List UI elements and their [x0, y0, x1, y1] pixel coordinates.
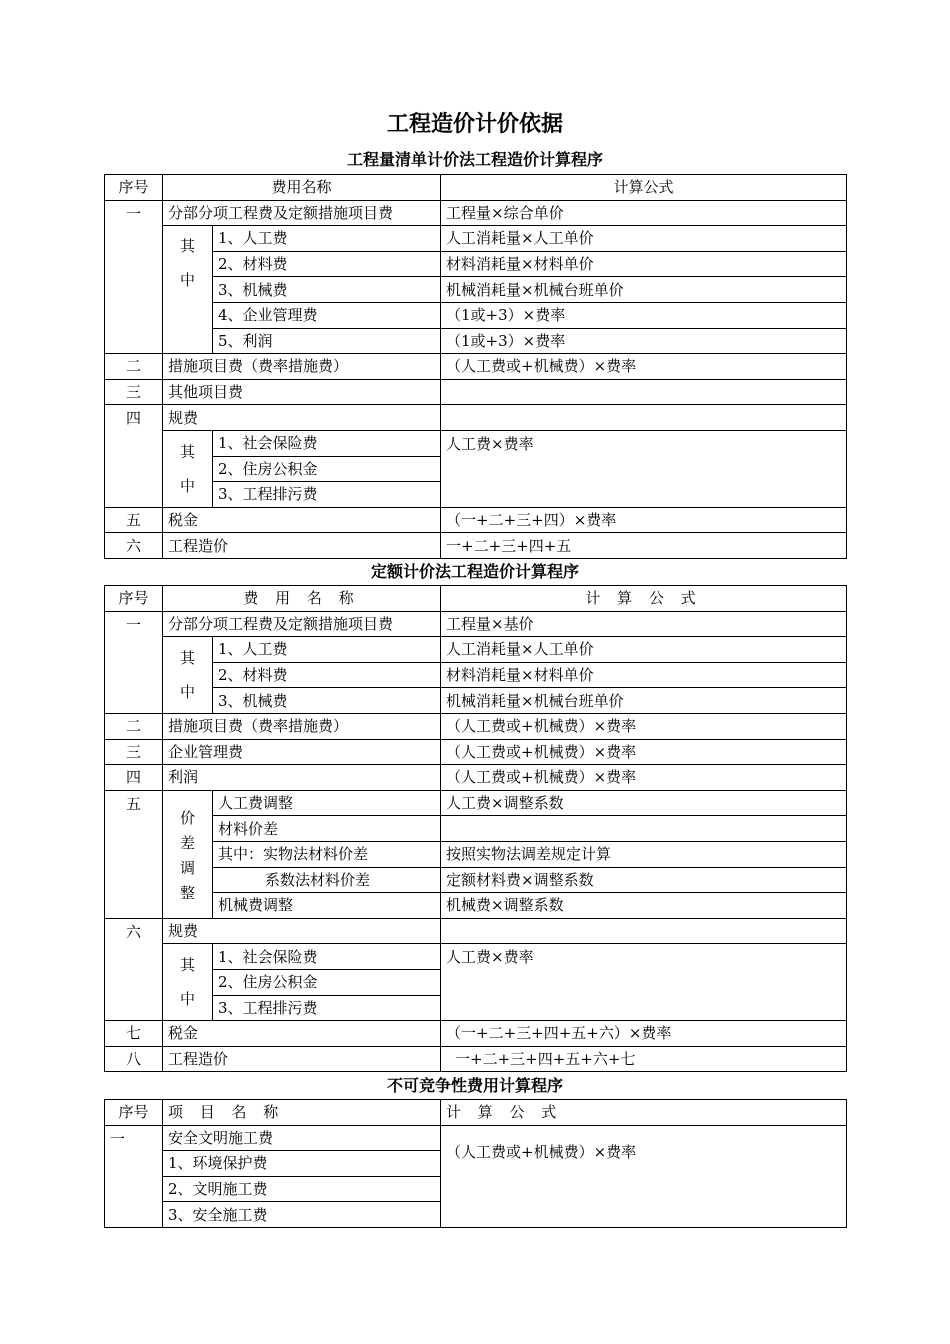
row-formula: 人工费×调整系数	[441, 790, 847, 816]
table-row	[105, 662, 847, 688]
table-row	[105, 226, 847, 252]
table-row	[105, 1021, 847, 1047]
table-row	[105, 867, 847, 893]
row-formula: 一+二+三+四+五	[441, 533, 847, 559]
row-no: 八	[105, 1046, 163, 1072]
row-no: 五	[105, 507, 163, 533]
row-formula: （人工费或+机械费）×费率	[441, 1125, 847, 1227]
table-row	[105, 816, 847, 842]
row-no: 二	[105, 354, 163, 380]
row-no: 六	[105, 533, 163, 559]
row-formula	[441, 379, 847, 405]
row-name: 3、安全施工费	[163, 1202, 441, 1228]
group-char: 价	[179, 808, 195, 827]
table-row	[105, 765, 847, 791]
table-row	[105, 379, 847, 405]
row-no: 三	[105, 379, 163, 405]
section-2-table	[104, 585, 847, 1072]
row-formula: 工程量×基价	[441, 611, 847, 637]
table-row	[105, 430, 847, 456]
row-formula: （一+二+三+四+五+六）×费率	[441, 1021, 847, 1047]
row-formula: （1或+3）×费率	[441, 328, 847, 354]
row-formula: 人工费×费率	[441, 430, 847, 507]
row-formula: 材料消耗量×材料单价	[441, 251, 847, 277]
header-no: 序号	[105, 175, 163, 201]
group-char: 中	[179, 683, 195, 702]
section-1-title: 工程量清单计价法工程造价计算程序	[346, 150, 603, 169]
row-formula: （人工费或+机械费）×费率	[441, 765, 847, 791]
row-formula: 工程量×综合单价	[441, 200, 847, 226]
row-formula: （1或+3）×费率	[441, 302, 847, 328]
table-row	[105, 1046, 847, 1072]
row-formula: （人工费或+机械费）×费率	[441, 354, 847, 380]
table-row	[105, 328, 847, 354]
group-char: 其	[179, 442, 195, 461]
table-row	[105, 405, 847, 431]
row-name: 利润	[163, 765, 441, 791]
row-name: 其他项目费	[163, 379, 441, 405]
group-char: 调	[179, 858, 195, 877]
row-name: 机械费调整	[213, 893, 441, 919]
row-name: 其中：实物法材料价差	[213, 841, 441, 867]
group-char: 其	[179, 649, 195, 668]
row-name: 2、材料费	[213, 251, 441, 277]
row-name: 1、人工费	[213, 226, 441, 252]
section-3-title: 不可竞争性费用计算程序	[386, 1076, 563, 1095]
row-name: 3、机械费	[213, 277, 441, 303]
row-no: 一	[105, 1125, 163, 1227]
row-name: 1、环境保护费	[163, 1151, 441, 1177]
row-name: 规费	[163, 918, 441, 944]
row-formula: （人工费或+机械费）×费率	[441, 713, 847, 739]
row-no: 六	[105, 918, 163, 1020]
row-no: 四	[105, 405, 163, 507]
group-label	[163, 430, 213, 507]
row-formula: 机械消耗量×机械台班单价	[441, 688, 847, 714]
table-row	[105, 944, 847, 970]
table-row	[105, 790, 847, 816]
row-no: 七	[105, 1021, 163, 1047]
row-name: 人工费调整	[213, 790, 441, 816]
table-row	[105, 302, 847, 328]
group-char: 整	[179, 883, 195, 902]
row-name: 2、材料费	[213, 662, 441, 688]
row-name: 1、社会保险费	[213, 944, 441, 970]
header-name: 项 目 名 称	[163, 1100, 441, 1126]
row-formula: 定额材料费×调整系数	[441, 867, 847, 893]
section-2-title: 定额计价法工程造价计算程序	[370, 562, 579, 581]
row-name: 规费	[163, 405, 441, 431]
row-formula: （人工费或+机械费）×费率	[441, 739, 847, 765]
row-name: 5、利润	[213, 328, 441, 354]
group-char: 中	[179, 271, 195, 290]
group-char: 其	[179, 237, 195, 256]
group-label	[163, 637, 213, 714]
header-no: 序号	[105, 586, 163, 612]
table-row	[105, 354, 847, 380]
row-formula: 人工费×费率	[441, 944, 847, 1021]
table-row	[105, 1125, 847, 1151]
table-row	[105, 688, 847, 714]
row-no: 二	[105, 713, 163, 739]
row-formula: （一+二+三+四）×费率	[441, 507, 847, 533]
table-row	[105, 893, 847, 919]
row-name: 2、文明施工费	[163, 1176, 441, 1202]
row-name: 分部分项工程费及定额措施项目费	[163, 611, 441, 637]
row-formula: 人工消耗量×人工单价	[441, 637, 847, 663]
row-name: 工程造价	[163, 1046, 441, 1072]
table-row	[105, 611, 847, 637]
row-name: 2、住房公积金	[213, 456, 441, 482]
row-name: 4、企业管理费	[213, 302, 441, 328]
row-name: 3、机械费	[213, 688, 441, 714]
document-title: 工程造价计价依据	[386, 112, 563, 137]
header-formula: 计 算 公 式	[441, 586, 847, 612]
row-name: 系数法材料价差	[213, 867, 441, 893]
table-row	[105, 200, 847, 226]
header-name: 费 用 名 称	[163, 586, 441, 612]
table-row	[105, 637, 847, 663]
row-name: 工程造价	[163, 533, 441, 559]
row-no: 三	[105, 739, 163, 765]
row-name: 2、住房公积金	[213, 969, 441, 995]
table-row	[105, 251, 847, 277]
row-name: 企业管理费	[163, 739, 441, 765]
table-row	[105, 507, 847, 533]
section-1-table	[104, 174, 847, 559]
row-name: 安全文明施工费	[163, 1125, 441, 1151]
group-char: 中	[179, 990, 195, 1009]
table-row	[105, 841, 847, 867]
header-name: 费用名称	[163, 175, 441, 201]
group-label	[163, 226, 213, 354]
table-row	[105, 713, 847, 739]
table-header-row	[105, 586, 847, 612]
row-formula	[441, 405, 847, 431]
row-formula	[441, 816, 847, 842]
row-name: 分部分项工程费及定额措施项目费	[163, 200, 441, 226]
row-formula: 材料消耗量×材料单价	[441, 662, 847, 688]
row-name: 材料价差	[213, 816, 441, 842]
row-name: 1、社会保险费	[213, 430, 441, 456]
group-char: 其	[179, 956, 195, 975]
row-name: 税金	[163, 1021, 441, 1047]
group-char: 中	[179, 476, 195, 495]
table-row	[105, 739, 847, 765]
row-no: 五	[105, 790, 163, 918]
table-row	[105, 918, 847, 944]
row-name: 税金	[163, 507, 441, 533]
row-no: 一	[105, 200, 163, 354]
row-formula: 人工消耗量×人工单价	[441, 226, 847, 252]
header-no: 序号	[105, 1100, 163, 1126]
header-formula: 计算公式	[441, 175, 847, 201]
row-formula	[441, 918, 847, 944]
group-label	[163, 790, 213, 918]
row-name: 1、人工费	[213, 637, 441, 663]
row-formula: 按照实物法调差规定计算	[441, 841, 847, 867]
row-no: 四	[105, 765, 163, 791]
table-row	[105, 533, 847, 559]
row-formula: 机械消耗量×机械台班单价	[441, 277, 847, 303]
table-header-row	[105, 175, 847, 201]
section-3-table	[104, 1099, 847, 1228]
row-name: 措施项目费（费率措施费）	[163, 713, 441, 739]
row-name: 3、工程排污费	[213, 482, 441, 508]
group-label	[163, 944, 213, 1021]
row-formula: 机械费×调整系数	[441, 893, 847, 919]
row-name: 3、工程排污费	[213, 995, 441, 1021]
row-name: 措施项目费（费率措施费）	[163, 354, 441, 380]
table-row	[105, 277, 847, 303]
table-header-row	[105, 1100, 847, 1126]
row-no: 一	[105, 611, 163, 713]
group-char: 差	[179, 833, 195, 852]
row-formula: 一+二+三+四+五+六+七	[441, 1046, 847, 1072]
header-formula: 计 算 公 式	[441, 1100, 847, 1126]
